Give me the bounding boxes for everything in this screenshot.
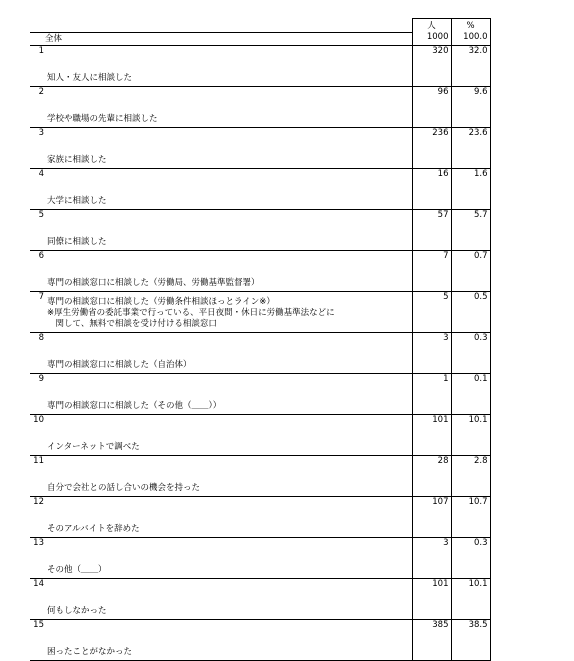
row-label-line: インターネットで調べた (47, 441, 140, 452)
row-percent: 2.8 (451, 455, 490, 496)
row-number: 9 (30, 373, 45, 414)
row-label-line: 何もしなかった (47, 605, 107, 616)
row-label (45, 373, 412, 414)
row-percent: 38.5 (451, 619, 490, 660)
survey-table (30, 18, 491, 661)
row-label (45, 332, 412, 373)
table-row (30, 127, 490, 168)
total-row (30, 32, 490, 45)
row-number: 13 (30, 537, 45, 578)
row-percent: 10.1 (451, 578, 490, 619)
table-row (30, 537, 490, 578)
row-label (45, 455, 412, 496)
row-percent: 0.3 (451, 332, 490, 373)
row-number: 14 (30, 578, 45, 619)
table-row (30, 209, 490, 250)
row-number: 12 (30, 496, 45, 537)
row-label-line: 知人・友人に相談した (47, 72, 133, 83)
row-count: 57 (412, 209, 451, 250)
row-number: 15 (30, 619, 45, 660)
row-count: 385 (412, 619, 451, 660)
row-number: 3 (30, 127, 45, 168)
row-percent: 9.6 (451, 86, 490, 127)
row-count: 101 (412, 578, 451, 619)
row-percent: 10.7 (451, 496, 490, 537)
row-number: 6 (30, 250, 45, 291)
row-percent: 5.7 (451, 209, 490, 250)
header-row (30, 19, 490, 33)
table-row (30, 332, 490, 373)
row-number: 5 (30, 209, 45, 250)
total-count: 1000 (412, 32, 451, 45)
table-row (30, 496, 490, 537)
row-count: 320 (412, 45, 451, 86)
row-label (45, 537, 412, 578)
count-column-header: 人 (412, 19, 451, 33)
row-number: 10 (30, 414, 45, 455)
row-percent: 32.0 (451, 45, 490, 86)
row-number: 1 (30, 45, 45, 86)
row-percent: 0.3 (451, 537, 490, 578)
row-label-line: 関して、無料で相談を受け付ける相談窓口 (47, 318, 217, 329)
row-label (45, 127, 412, 168)
row-count: 107 (412, 496, 451, 537)
table-row (30, 414, 490, 455)
row-label-line: 専門の相談窓口に相談した（労働条件相談ほっとライン※） (47, 296, 275, 307)
row-label (45, 414, 412, 455)
row-percent: 0.5 (451, 291, 490, 332)
table-row (30, 250, 490, 291)
row-label-line: 同僚に相談した (47, 236, 107, 247)
row-number: 2 (30, 86, 45, 127)
total-percent: 100.0 (451, 32, 490, 45)
row-label-line: 専門の相談窓口に相談した（その他（＿＿）） (47, 400, 222, 411)
row-count: 3 (412, 332, 451, 373)
row-percent: 1.6 (451, 168, 490, 209)
row-label (45, 250, 412, 291)
row-label (45, 45, 412, 86)
row-label-line: 困ったことがなかった (47, 646, 133, 657)
row-count: 16 (412, 168, 451, 209)
row-number: 4 (30, 168, 45, 209)
row-label (45, 209, 412, 250)
row-label (45, 496, 412, 537)
row-count: 1 (412, 373, 451, 414)
row-number: 11 (30, 455, 45, 496)
row-label-line: その他（＿＿） (47, 564, 107, 575)
row-count: 28 (412, 455, 451, 496)
row-percent: 0.1 (451, 373, 490, 414)
row-label-line: 自分で会社との話し合いの機会を持った (47, 482, 201, 493)
table-row (30, 168, 490, 209)
table-row (30, 291, 490, 332)
table-row (30, 373, 490, 414)
row-percent: 10.1 (451, 414, 490, 455)
row-label (45, 86, 412, 127)
row-label (45, 168, 412, 209)
row-label-line: ※厚生労働省の委託事業で行っている、平日夜間・休日に労働基準法などに (47, 307, 335, 318)
row-label-line: 大学に相談した (47, 195, 107, 206)
row-count: 96 (412, 86, 451, 127)
row-label-line: 専門の相談窓口に相談した（自治体） (47, 359, 192, 370)
row-label (45, 291, 412, 332)
table-row (30, 86, 490, 127)
row-count: 236 (412, 127, 451, 168)
row-label-line: 学校や職場の先輩に相談した (47, 113, 158, 124)
row-percent: 23.6 (451, 127, 490, 168)
row-number: 7 (30, 291, 45, 332)
row-count: 101 (412, 414, 451, 455)
table-row (30, 45, 490, 86)
row-label-line: 専門の相談窓口に相談した（労働局、労働基準監督署） (47, 277, 260, 288)
percent-column-header: % (451, 19, 490, 33)
row-count: 5 (412, 291, 451, 332)
row-count: 3 (412, 537, 451, 578)
table-row (30, 578, 490, 619)
row-percent: 0.7 (451, 250, 490, 291)
survey-table-sheet (30, 18, 490, 661)
total-label: 全体 (45, 32, 412, 45)
row-label-line: そのアルバイトを辞めた (47, 523, 140, 534)
row-count: 7 (412, 250, 451, 291)
row-number: 8 (30, 332, 45, 373)
row-label-line: 家族に相談した (47, 154, 107, 165)
table-row (30, 455, 490, 496)
row-label (45, 578, 412, 619)
